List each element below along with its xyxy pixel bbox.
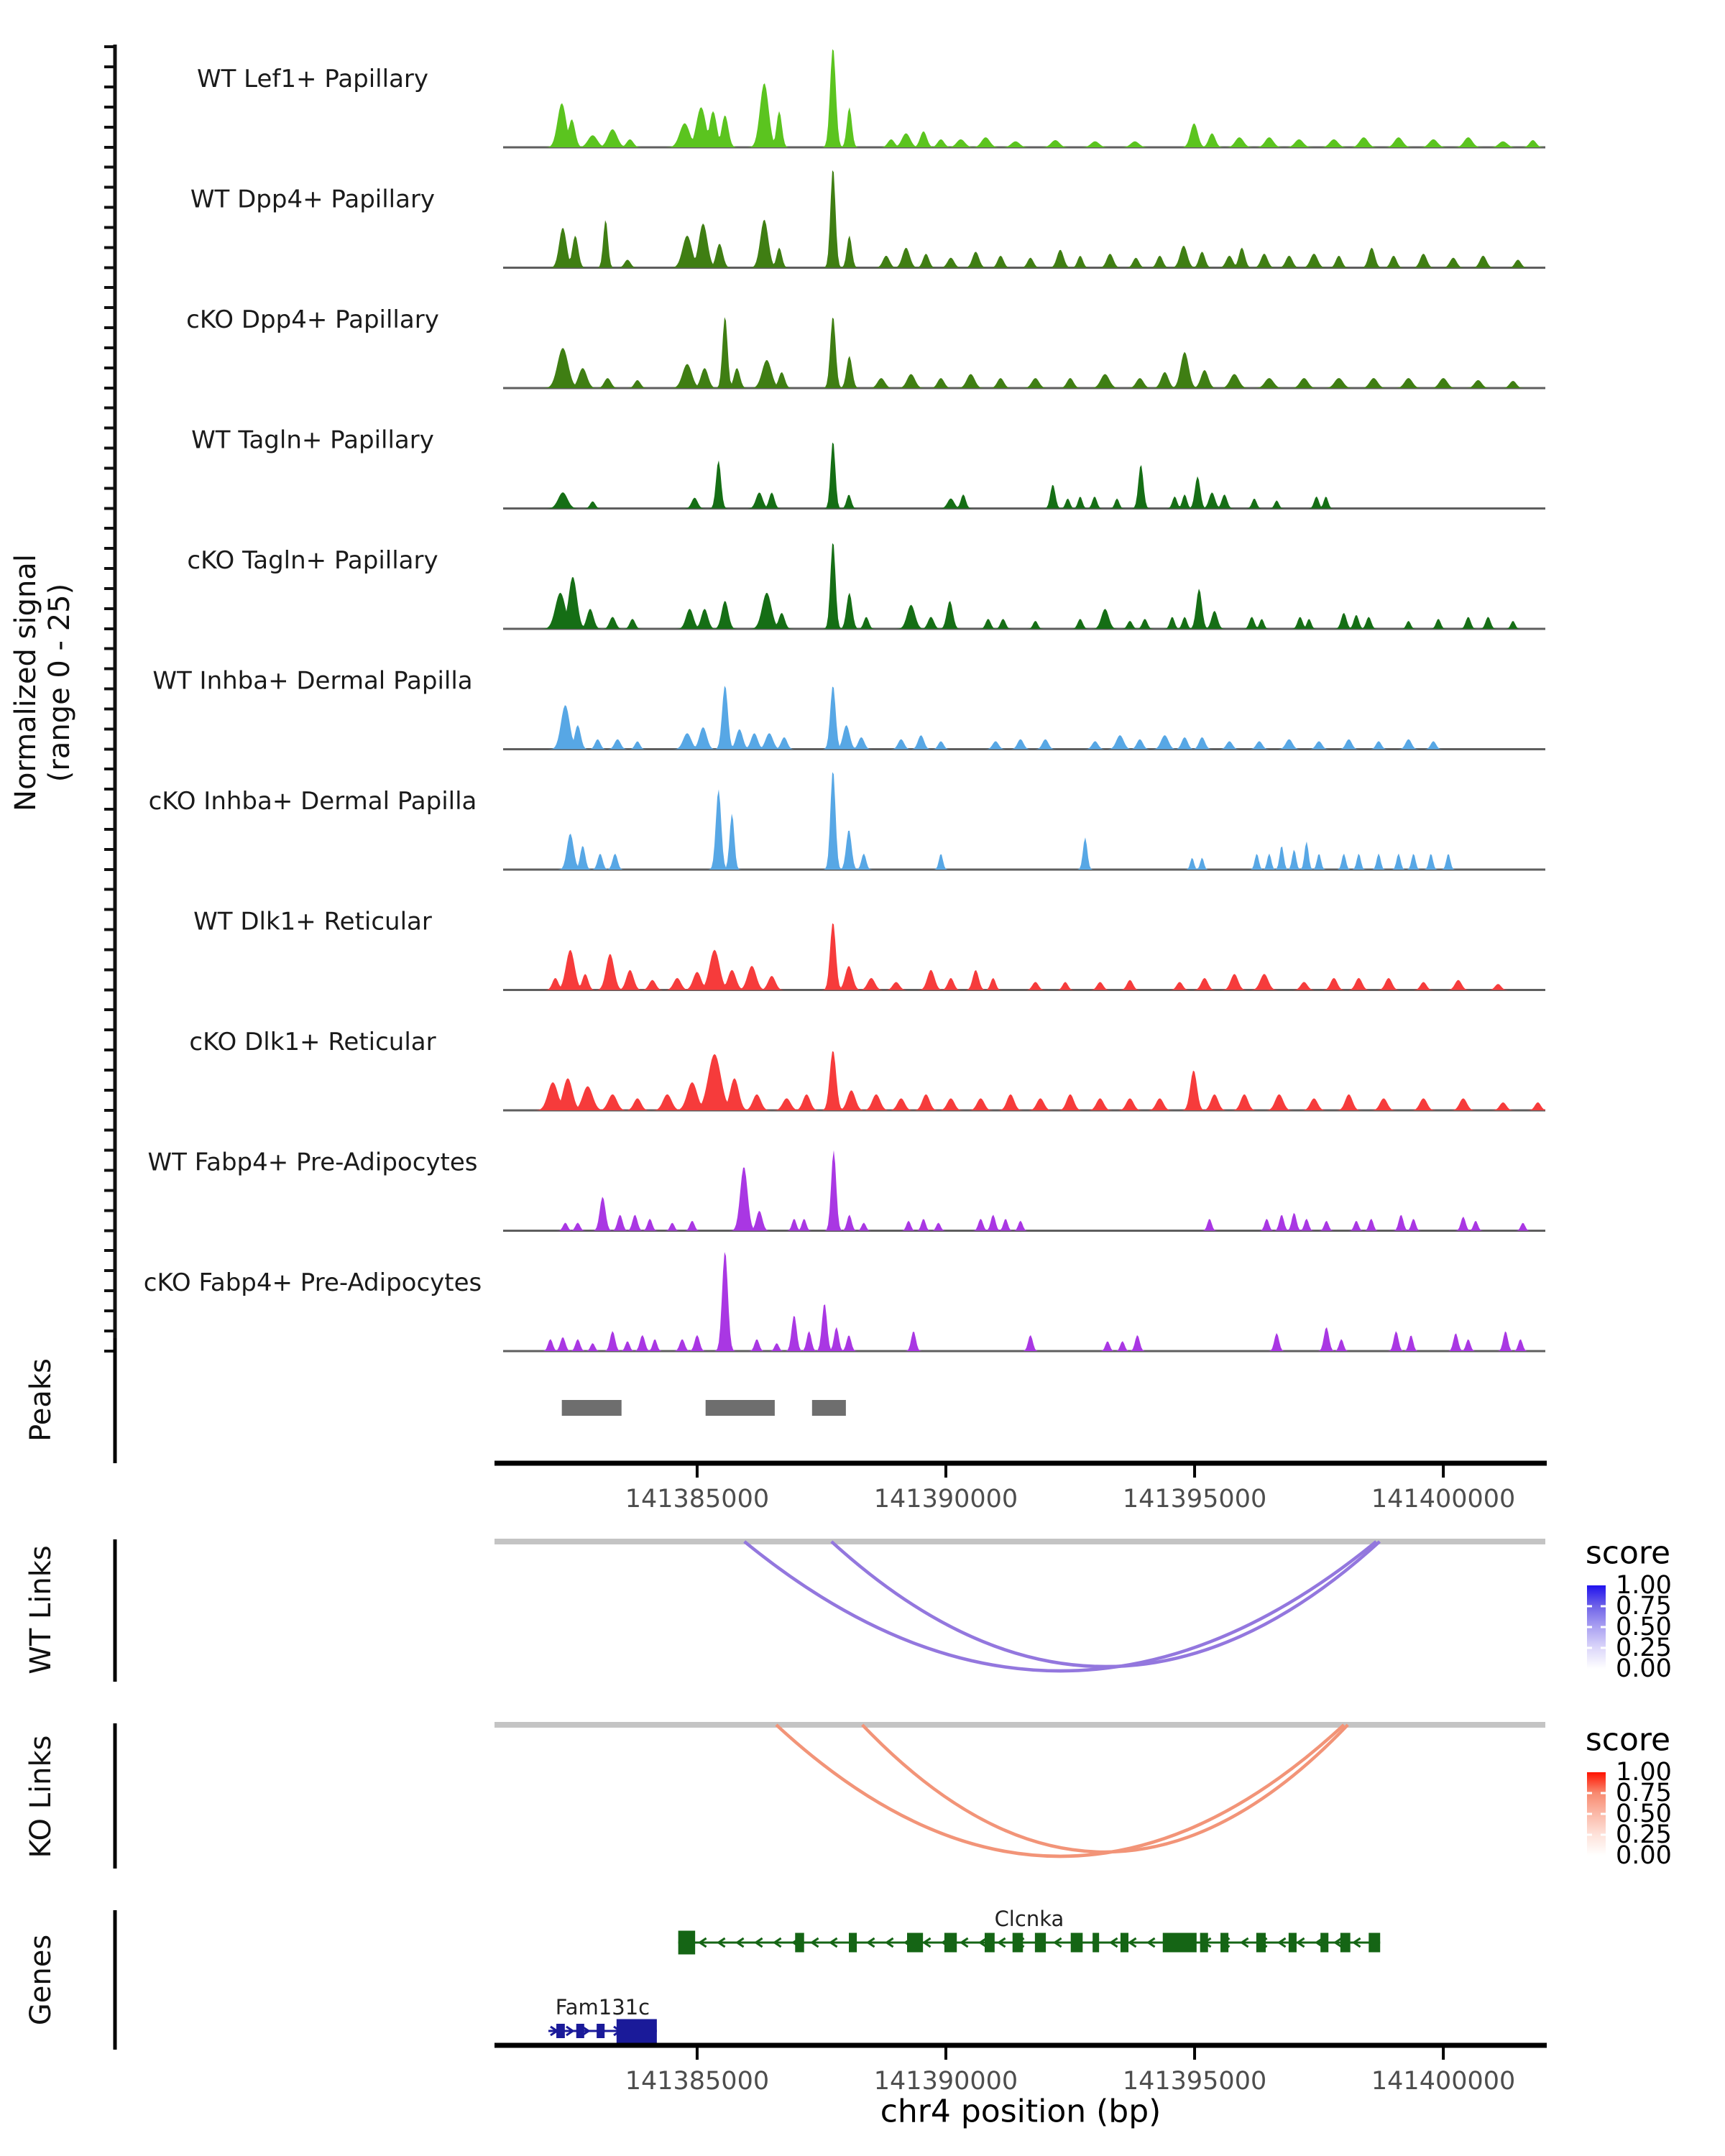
section-label-genes: Genes xyxy=(24,1934,58,2026)
genomic-axis-top-tick-label-0: 141385000 xyxy=(625,1485,770,1514)
gene-exon-clcnka xyxy=(944,1933,957,1953)
gene-exon-clcnka xyxy=(1163,1933,1197,1953)
genomic-axis-top-tick-label-3: 141400000 xyxy=(1371,1485,1516,1514)
gene-exon-clcnka xyxy=(1092,1933,1099,1953)
ko-links-legend-tick-label-0: 1.00 xyxy=(1616,1758,1672,1787)
track-label-wt-fabp4-pre-adipocytes: WT Fabp4+ Pre-Adipocytes xyxy=(147,1148,478,1177)
ko-links-arc-1 xyxy=(776,1725,1344,1856)
wt-links-legend-tick-label-0: 1.00 xyxy=(1616,1571,1672,1600)
peak-region-1 xyxy=(562,1400,622,1416)
wt-links-legend-tick-label-2: 0.50 xyxy=(1616,1613,1672,1641)
track-label-cko-inhba-dermal-papilla: cKO Inhba+ Dermal Papilla xyxy=(148,787,477,816)
section-label-ko-links: KO Links xyxy=(24,1735,58,1858)
gene-exon-clcnka xyxy=(1121,1933,1128,1953)
coverage-signal-wt-dlk1-reticular xyxy=(503,923,1545,990)
coverage-signal-wt-lef1-papillary xyxy=(503,50,1545,148)
genomic-axis-top-tick-label-1: 141390000 xyxy=(873,1485,1018,1514)
ko-links-legend-tick-label-4: 0.00 xyxy=(1616,1841,1672,1870)
gene-exon-clcnka xyxy=(907,1933,923,1953)
wt-links-legend-title: score xyxy=(1585,1534,1671,1572)
genomic-axis-bottom-tick-label-2: 141395000 xyxy=(1122,2067,1267,2096)
genomic-axis-top-tick-label-2: 141395000 xyxy=(1122,1485,1267,1514)
gene-exon-clcnka xyxy=(1256,1933,1266,1953)
coverage-signal-cko-tagln-papillary xyxy=(503,543,1545,629)
y-axis-label-line2: (range 0 - 25) xyxy=(43,583,76,783)
gene-exon-clcnka xyxy=(1071,1933,1083,1953)
gene-exon-clcnka xyxy=(1220,1933,1228,1953)
gene-exon-clcnka xyxy=(849,1933,857,1953)
gene-exon-fam131c xyxy=(597,2024,604,2038)
gene-exon-clcnka xyxy=(1013,1933,1024,1953)
gene-exon-clcnka xyxy=(1320,1933,1328,1953)
coverage-signal-wt-inhba-dermal-papilla xyxy=(503,686,1545,749)
gene-exon-fam131c xyxy=(576,2024,584,2038)
section-label-peaks: Peaks xyxy=(24,1358,58,1442)
gene-exon-clcnka xyxy=(1289,1933,1297,1953)
coverage-signal-cko-inhba-dermal-papilla xyxy=(503,772,1545,870)
track-label-wt-inhba-dermal-papilla: WT Inhba+ Dermal Papilla xyxy=(152,666,473,696)
wt-links-legend-tick-label-3: 0.25 xyxy=(1616,1634,1672,1662)
track-label-cko-tagln-papillary: cKO Tagln+ Papillary xyxy=(187,546,438,575)
gene-exon-clcnka xyxy=(1368,1933,1380,1953)
gene-exon-clcnka xyxy=(678,1931,696,1955)
track-label-cko-dlk1-reticular: cKO Dlk1+ Reticular xyxy=(189,1028,436,1056)
gene-exon-clcnka xyxy=(1200,1933,1208,1953)
ko-links-legend-title: score xyxy=(1585,1721,1671,1759)
section-label-wt-links: WT Links xyxy=(24,1545,58,1674)
ko-links-legend-tick-label-1: 0.75 xyxy=(1616,1779,1672,1807)
gene-exon-clcnka xyxy=(1340,1933,1351,1953)
genomic-axis-bottom-tick-label-0: 141385000 xyxy=(625,2067,770,2096)
wt-links-legend-tick-label-4: 0.00 xyxy=(1616,1654,1672,1683)
gene-exon-fam131c xyxy=(617,2019,657,2043)
x-axis-title: chr4 position (bp) xyxy=(880,2093,1162,2130)
peak-region-3 xyxy=(812,1400,846,1416)
coverage-signal-cko-dpp4-papillary xyxy=(503,317,1545,388)
track-label-cko-dpp4-papillary: cKO Dpp4+ Papillary xyxy=(186,305,439,334)
gene-exon-fam131c xyxy=(556,2024,565,2038)
genomic-axis-bottom-tick-label-3: 141400000 xyxy=(1371,2067,1516,2096)
wt-links-legend-tick-label-1: 0.75 xyxy=(1616,1592,1672,1621)
track-label-wt-lef1-papillary: WT Lef1+ Papillary xyxy=(196,65,429,93)
track-label-cko-fabp4-pre-adipocytes: cKO Fabp4+ Pre-Adipocytes xyxy=(143,1268,482,1297)
track-label-wt-dlk1-reticular: WT Dlk1+ Reticular xyxy=(193,907,432,936)
coverage-signal-wt-tagln-papillary xyxy=(503,443,1545,509)
genomic-axis-bottom-tick-label-1: 141390000 xyxy=(873,2067,1018,2096)
y-axis-label-line1: Normalized signal xyxy=(9,554,42,811)
gene-label-clcnka: Clcnka xyxy=(994,1907,1064,1931)
track-label-wt-dpp4-papillary: WT Dpp4+ Papillary xyxy=(190,185,436,214)
gene-label-fam131c: Fam131c xyxy=(555,1995,650,2019)
wt-links-arc-1 xyxy=(745,1542,1376,1671)
ko-links-legend-tick-label-2: 0.50 xyxy=(1616,1800,1672,1828)
gene-exon-clcnka xyxy=(985,1933,995,1953)
coverage-signal-wt-dpp4-papillary xyxy=(503,170,1545,268)
coverage-signal-wt-fabp4-pre-adipocytes xyxy=(503,1151,1545,1231)
track-label-wt-tagln-papillary: WT Tagln+ Papillary xyxy=(191,425,434,455)
coverage-signal-cko-fabp4-pre-adipocytes xyxy=(503,1252,1545,1351)
ko-links-arc-2 xyxy=(862,1725,1348,1852)
ko-links-legend-tick-label-3: 0.25 xyxy=(1616,1820,1672,1849)
coverage-signal-cko-dlk1-reticular xyxy=(503,1051,1545,1110)
gene-exon-clcnka xyxy=(795,1933,804,1953)
wt-links-arc-2 xyxy=(832,1542,1380,1667)
peak-region-2 xyxy=(706,1400,775,1416)
gene-exon-clcnka xyxy=(1035,1933,1046,1953)
